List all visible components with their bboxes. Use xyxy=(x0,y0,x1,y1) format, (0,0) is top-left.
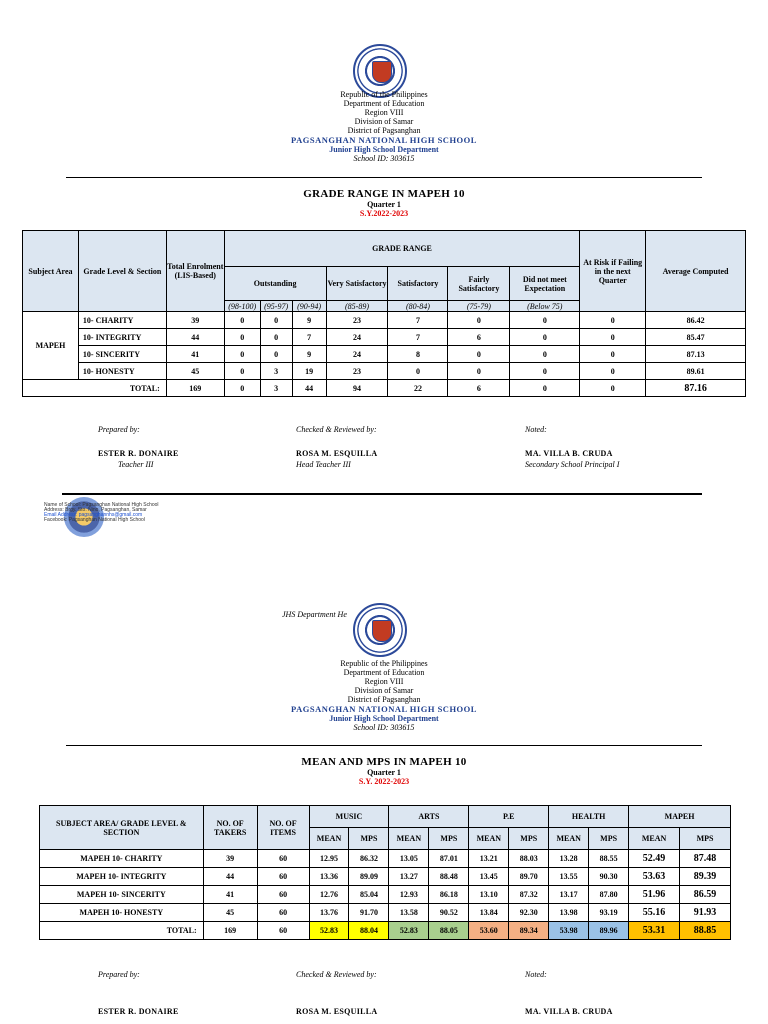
report2-sy: S.Y. 2022-2023 xyxy=(358,777,410,786)
cell: 85.04 xyxy=(349,886,389,904)
col-average: Average Computed xyxy=(646,231,746,312)
cell: 91.93 xyxy=(680,904,731,922)
range-label: (90-94) xyxy=(292,301,326,312)
music-mps-total: 88.04 xyxy=(349,922,389,940)
cell: 7 xyxy=(292,329,326,346)
cell: 92.30 xyxy=(509,904,549,922)
header-line: Republic of the Philippines xyxy=(340,90,428,99)
range-label: (85-89) xyxy=(326,301,388,312)
report1-sy: S.Y.2022-2023 xyxy=(359,209,409,218)
cell: 9 xyxy=(292,312,326,329)
cell: 89.61 xyxy=(646,363,746,380)
col-mps: MPS xyxy=(509,828,549,850)
cell: 88.55 xyxy=(589,850,629,868)
cell: 9 xyxy=(292,346,326,363)
col-mean: MEAN xyxy=(469,828,509,850)
col-mapeh: MAPEH xyxy=(629,806,731,828)
cell: 87.13 xyxy=(646,346,746,363)
cell: 60 xyxy=(257,922,309,940)
cell: 0 xyxy=(580,363,646,380)
header-line: District of Pagsanghan xyxy=(347,695,421,704)
cell: 0 xyxy=(448,346,510,363)
noted-label: Noted: xyxy=(525,425,547,434)
cell: 41 xyxy=(203,886,257,904)
cell: 91.70 xyxy=(349,904,389,922)
header-line: Region VIII xyxy=(364,677,404,686)
deped-seal xyxy=(353,603,407,657)
col-mps: MPS xyxy=(429,828,469,850)
header-line: Division of Samar xyxy=(354,686,414,695)
mapeh-mean-total: 53.31 xyxy=(629,922,680,940)
cell: 88.48 xyxy=(429,868,469,886)
cell: 93.19 xyxy=(589,904,629,922)
table-row xyxy=(23,329,746,346)
col-total-enrolment: Total Enrolment (LIS-Based) xyxy=(166,231,224,312)
subject-cell: MAPEH xyxy=(23,312,79,380)
cell: 3 xyxy=(260,363,292,380)
cell: 86.59 xyxy=(680,886,731,904)
cell: 0 xyxy=(580,329,646,346)
cell: 0 xyxy=(580,380,646,397)
cell: 88.03 xyxy=(509,850,549,868)
cell: 87.01 xyxy=(429,850,469,868)
range-label: (Below 75) xyxy=(510,301,580,312)
cell: 0 xyxy=(510,312,580,329)
cell: 8 xyxy=(388,346,448,363)
cell: 169 xyxy=(166,380,224,397)
col-satisfactory: Satisfactory xyxy=(388,267,448,301)
cell: 13.45 xyxy=(469,868,509,886)
cell: 90.30 xyxy=(589,868,629,886)
cell: 13.55 xyxy=(549,868,589,886)
pe-mps-total: 89.34 xyxy=(509,922,549,940)
col-mps: MPS xyxy=(680,828,731,850)
cell: 0 xyxy=(224,363,260,380)
arts-mps-total: 88.05 xyxy=(429,922,469,940)
cell: 51.96 xyxy=(629,886,680,904)
col-subject-section: SUBJECT AREA/ GRADE LEVEL & SECTION xyxy=(40,806,204,850)
section-cell: MAPEH 10- HONESTY xyxy=(40,904,204,922)
section-cell: 10- SINCERITY xyxy=(78,346,166,363)
cell: 22 xyxy=(388,380,448,397)
school-name: PAGSANGHAN NATIONAL HIGH SCHOOL xyxy=(291,135,477,145)
cell: 12.93 xyxy=(389,886,429,904)
report1-quarter: Quarter 1 xyxy=(367,200,401,209)
table-row xyxy=(40,904,731,922)
cell: 41 xyxy=(166,346,224,363)
col-pe: P.E xyxy=(469,806,549,828)
footer-line: Address: Brgy. Sto. Nino, Pagsanghan, Samar xyxy=(44,507,147,513)
cell: 13.27 xyxy=(389,868,429,886)
cell: 0 xyxy=(224,312,260,329)
cell: 86.42 xyxy=(646,312,746,329)
header-divider xyxy=(66,177,702,178)
section-cell: 10- INTEGRITY xyxy=(78,329,166,346)
report2-quarter: Quarter 1 xyxy=(367,768,401,777)
cell: 0 xyxy=(510,346,580,363)
cell: 94 xyxy=(326,380,388,397)
cell: 44 xyxy=(203,868,257,886)
cell: 13.36 xyxy=(309,868,349,886)
grade-range-table xyxy=(22,230,746,397)
col-mean: MEAN xyxy=(549,828,589,850)
total-label: TOTAL: xyxy=(23,380,167,397)
department-name: Junior High School Department xyxy=(329,145,439,154)
cell: 90.52 xyxy=(429,904,469,922)
school-name: PAGSANGHAN NATIONAL HIGH SCHOOL xyxy=(291,704,477,714)
header-line: Department of Education xyxy=(343,99,425,108)
total-row xyxy=(23,380,746,397)
cell: 13.84 xyxy=(469,904,509,922)
arts-mean-total: 52.83 xyxy=(389,922,429,940)
cell: 0 xyxy=(510,380,580,397)
letterhead xyxy=(234,659,534,732)
cell: 44 xyxy=(292,380,326,397)
school-id: School ID: 303615 xyxy=(353,154,415,163)
cell: 52.49 xyxy=(629,850,680,868)
checked-name: ROSA M. ESQUILLA xyxy=(296,449,378,458)
cell: 23 xyxy=(326,312,388,329)
school-id: School ID: 303615 xyxy=(353,723,415,732)
pe-mean-total: 53.60 xyxy=(469,922,509,940)
cell: 0 xyxy=(224,346,260,363)
footer-line: Email Address: pagsanghannhs@gmail.com xyxy=(44,512,143,518)
col-items: NO. OF ITEMS xyxy=(257,806,309,850)
col-arts: ARTS xyxy=(389,806,469,828)
checked-name: ROSA M. ESQUILLA xyxy=(296,1007,378,1016)
cell: 53.63 xyxy=(629,868,680,886)
cell: 89.39 xyxy=(680,868,731,886)
cell: 0 xyxy=(224,380,260,397)
col-mean: MEAN xyxy=(389,828,429,850)
cell: 12.95 xyxy=(309,850,349,868)
cell: 39 xyxy=(166,312,224,329)
cell: 55.16 xyxy=(629,904,680,922)
cell: 13.10 xyxy=(469,886,509,904)
noted-label: Noted: xyxy=(525,970,547,979)
col-very-satisfactory: Very Satisfactory xyxy=(326,267,388,301)
cell: 39 xyxy=(203,850,257,868)
health-mps-total: 89.96 xyxy=(589,922,629,940)
header-divider xyxy=(66,745,702,746)
cell: 0 xyxy=(260,329,292,346)
cell: 60 xyxy=(257,886,309,904)
header-line: Division of Samar xyxy=(354,117,414,126)
total-row xyxy=(40,922,731,940)
cell: 0 xyxy=(388,363,448,380)
cell: 0 xyxy=(260,312,292,329)
checked-position: Head Teacher III xyxy=(296,460,351,469)
cell: 89.09 xyxy=(349,868,389,886)
cell: 0 xyxy=(260,346,292,363)
report2-title: MEAN AND MPS IN MAPEH 10 xyxy=(301,756,467,768)
cell: 13.17 xyxy=(549,886,589,904)
department-name: Junior High School Department xyxy=(329,714,439,723)
table-row xyxy=(23,346,746,363)
header-line: Region VIII xyxy=(364,108,404,117)
prepared-label: Prepared by: xyxy=(98,425,140,434)
range-label: (75-79) xyxy=(448,301,510,312)
col-takers: NO. OF TAKERS xyxy=(203,806,257,850)
table-row xyxy=(23,363,746,380)
footer-line: Name of School: Pagsanghan National High School xyxy=(44,502,159,508)
section-cell: MAPEH 10- CHARITY xyxy=(40,850,204,868)
cell: 13.05 xyxy=(389,850,429,868)
prepared-position: Teacher III xyxy=(118,460,154,469)
cell: 24 xyxy=(326,329,388,346)
report2-heading xyxy=(234,756,534,786)
mapeh-mps-total: 88.85 xyxy=(680,922,731,940)
cell: 89.70 xyxy=(509,868,549,886)
section-cell: MAPEH 10- INTEGRITY xyxy=(40,868,204,886)
music-mean-total: 52.83 xyxy=(309,922,349,940)
cell: 60 xyxy=(257,850,309,868)
table-row xyxy=(23,312,746,329)
footer-info xyxy=(44,503,159,523)
cell: 13.76 xyxy=(309,904,349,922)
col-grade-section: Grade Level & Section xyxy=(78,231,166,312)
cell: 169 xyxy=(203,922,257,940)
cell: 12.76 xyxy=(309,886,349,904)
cell: 0 xyxy=(510,329,580,346)
col-mean: MEAN xyxy=(309,828,349,850)
noted-position: Secondary School Principal I xyxy=(525,460,620,469)
table-row xyxy=(40,868,731,886)
cell: 19 xyxy=(292,363,326,380)
cell: 6 xyxy=(448,380,510,397)
cell: 87.48 xyxy=(680,850,731,868)
col-outstanding: Outstanding xyxy=(224,267,326,301)
cell: 60 xyxy=(257,904,309,922)
report1-title: GRADE RANGE IN MAPEH 10 xyxy=(303,188,465,200)
cell: 0 xyxy=(448,363,510,380)
col-fairly-satisfactory: Fairly Satisfactory xyxy=(448,267,510,301)
cell: 6 xyxy=(448,329,510,346)
col-health: HEALTH xyxy=(549,806,629,828)
table-row xyxy=(40,886,731,904)
col-did-not-meet: Did not meet Expectation xyxy=(510,267,580,301)
cell: 87.16 xyxy=(646,380,746,397)
total-label: TOTAL: xyxy=(40,922,204,940)
header-line: District of Pagsanghan xyxy=(347,126,421,135)
section-cell: 10- HONESTY xyxy=(78,363,166,380)
cell: 45 xyxy=(203,904,257,922)
cell: 3 xyxy=(260,380,292,397)
health-mean-total: 53.98 xyxy=(549,922,589,940)
range-label: (95-97) xyxy=(260,301,292,312)
section-cell: MAPEH 10- SINCERITY xyxy=(40,886,204,904)
section-cell: 10- CHARITY xyxy=(78,312,166,329)
cell: 45 xyxy=(166,363,224,380)
footer-divider xyxy=(62,493,702,495)
cell: 85.47 xyxy=(646,329,746,346)
jhs-note: JHS Department He xyxy=(282,610,347,619)
mean-mps-table xyxy=(39,805,731,940)
cell: 44 xyxy=(166,329,224,346)
cell: 23 xyxy=(326,363,388,380)
prepared-label: Prepared by: xyxy=(98,970,140,979)
range-label: (98-100) xyxy=(224,301,260,312)
cell: 0 xyxy=(580,312,646,329)
cell: 0 xyxy=(510,363,580,380)
cell: 7 xyxy=(388,329,448,346)
cell: 13.21 xyxy=(469,850,509,868)
col-mean: MEAN xyxy=(629,828,680,850)
col-grade-range: GRADE RANGE xyxy=(224,231,580,267)
footer-line: Facebook: Pagsanghan National High School xyxy=(44,517,145,523)
cell: 7 xyxy=(388,312,448,329)
checked-label: Checked & Reviewed by: xyxy=(296,970,377,979)
cell: 24 xyxy=(326,346,388,363)
prepared-name: ESTER R. DONAIRE xyxy=(98,1007,179,1016)
col-subject-area: Subject Area xyxy=(23,231,79,312)
cell: 87.32 xyxy=(509,886,549,904)
header-line: Department of Education xyxy=(343,668,425,677)
letterhead xyxy=(234,90,534,163)
header-line: Republic of the Philippines xyxy=(340,659,428,668)
noted-name: MA. VILLA B. CRUDA xyxy=(525,449,613,458)
col-mps: MPS xyxy=(349,828,389,850)
cell: 13.28 xyxy=(549,850,589,868)
cell: 87.80 xyxy=(589,886,629,904)
cell: 0 xyxy=(224,329,260,346)
cell: 13.58 xyxy=(389,904,429,922)
cell: 86.18 xyxy=(429,886,469,904)
report1-heading xyxy=(234,188,534,218)
col-music: MUSIC xyxy=(309,806,389,828)
col-mps: MPS xyxy=(589,828,629,850)
prepared-name: ESTER R. DONAIRE xyxy=(98,449,179,458)
cell: 13.98 xyxy=(549,904,589,922)
cell: 0 xyxy=(580,346,646,363)
cell: 60 xyxy=(257,868,309,886)
table-row xyxy=(40,850,731,868)
col-at-risk: At Risk if Failing in the next Quarter xyxy=(580,231,646,312)
cell: 0 xyxy=(448,312,510,329)
checked-label: Checked & Reviewed by: xyxy=(296,425,377,434)
range-label: (80-84) xyxy=(388,301,448,312)
noted-name: MA. VILLA B. CRUDA xyxy=(525,1007,613,1016)
cell: 86.32 xyxy=(349,850,389,868)
